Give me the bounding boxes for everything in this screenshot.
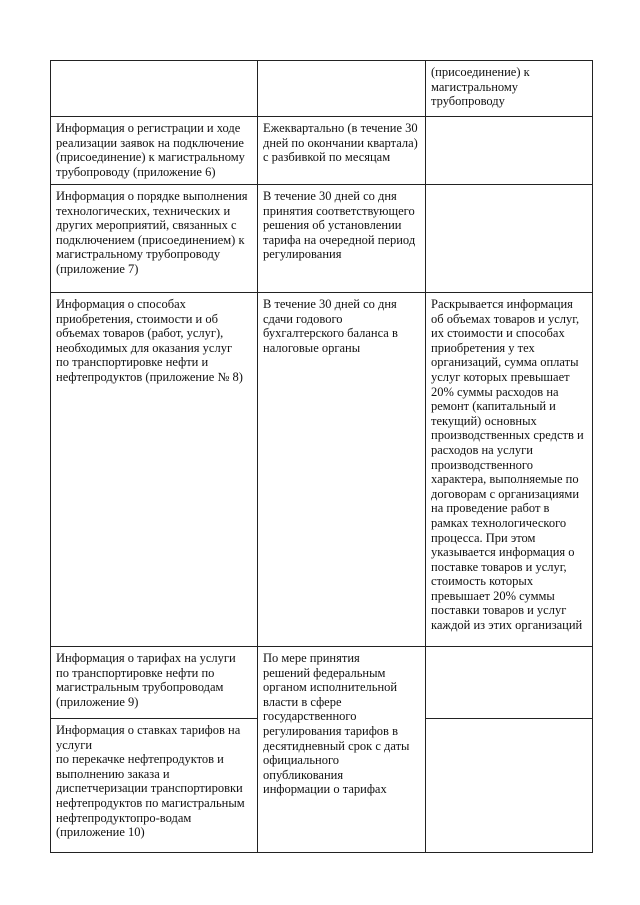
table-cell: (присоединение) к магистральному трубопроводу	[426, 61, 593, 117]
table-cell: Информация о порядке выполнения технологических, технических и других мероприятий, связанных с подключением (присоединением) к магистральному трубопроводу (приложение 7)	[51, 185, 258, 293]
table-cell	[426, 647, 593, 719]
table-cell: Раскрывается информация об объемах товаров и услуг, их стоимости и способах приобретения у тех организаций, сумма оплаты услуг которых превышает 20% суммы расходов на ремонт (капитальный и текущий) основных производственных средств и расходов на услуги производственного характера, выполняемые по договорам с организациями на проведение работ в рамках технологического процесса. При этом указывается информация о поставке товаров и услуг, стоимость которых превышает 20% суммы поставки товаров и услуг каждой из этих организаций	[426, 293, 593, 647]
table-cell: Информация о способах приобретения, стоимости и об объемах товаров (работ, услуг), необходимых для оказания услуг по транспортировке нефти и нефтепродуктов (приложение № 8)	[51, 293, 258, 647]
table-row	[51, 293, 593, 647]
table-cell: По мере принятия решений федеральным органом исполнительной власти в сфере государственного регулирования тарифов в десятидневный срок с даты официального опубликования информации о тарифах	[258, 647, 426, 853]
table-row	[51, 117, 593, 185]
table-row	[51, 647, 593, 719]
table-cell: В течение 30 дней со дня принятия соответствующего решения об установлении тарифа на очередной период регулирования	[258, 185, 426, 293]
table-cell: Ежеквартально (в течение 30 дней по окончании квартала) с разбивкой по месяцам	[258, 117, 426, 185]
disclosure-table	[50, 60, 593, 853]
table-cell: Информация о регистрации и ходе реализации заявок на подключение (присоединение) к магистральному трубопроводу (приложение 6)	[51, 117, 258, 185]
table-cell	[51, 61, 258, 117]
table-cell	[426, 719, 593, 853]
table-row	[51, 61, 593, 117]
table-row	[51, 185, 593, 293]
table-cell	[426, 185, 593, 293]
table-cell: В течение 30 дней со дня сдачи годового бухгалтерского баланса в налоговые органы	[258, 293, 426, 647]
table-cell: Информация о тарифах на услуги по транспортировке нефти по магистральным трубопроводам (приложение 9)	[51, 647, 258, 719]
table-cell	[426, 117, 593, 185]
table-cell: Информация о ставках тарифов на услуги по перекачке нефтепродуктов и выполнению заказа и диспетчеризации транспортировки нефтепродуктов по магистральным нефтепродуктопро-водам (приложение 10)	[51, 719, 258, 853]
table-cell	[258, 61, 426, 117]
